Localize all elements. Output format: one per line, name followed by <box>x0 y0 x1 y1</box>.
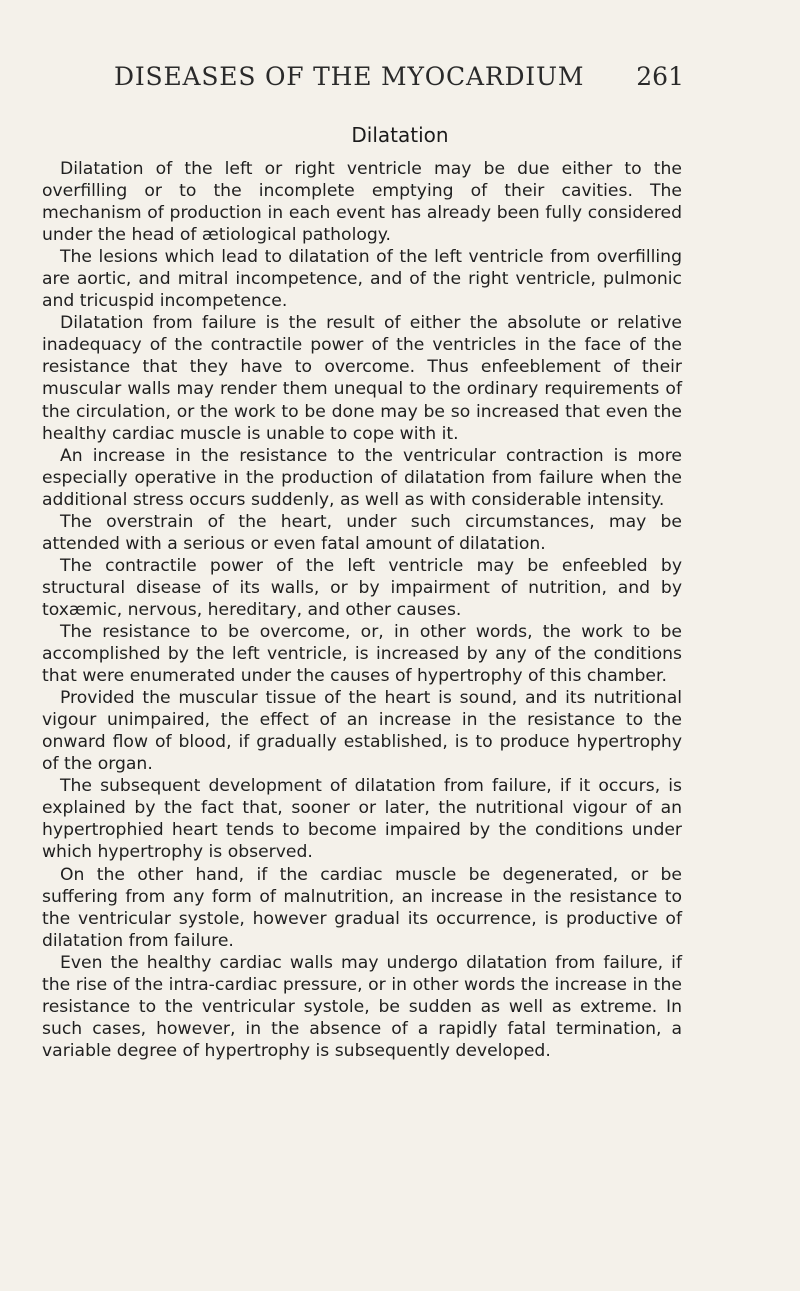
paragraph: The contractile power of the left ventricle may be enfeebled by structural disease of its walls, or by impairment of nutrition, and by toxæmic, nervous, hereditary, and other causes. <box>42 555 682 620</box>
paragraph: An increase in the resistance to the ventricular contraction is more especially operative in the production of dilatation from failure when the additional stress occurs suddenly, as well as with considerable intensity. <box>42 445 682 510</box>
paragraph: The resistance to be overcome, or, in other words, the work to be accomplished by the left ventricle, is increased by any of the conditions that were enumerated under the causes of hypertrophy of this chamber. <box>42 621 682 687</box>
running-head <box>108 62 684 102</box>
paragraph: The overstrain of the heart, under such circumstances, may be attended with a serious or even fatal amount of dilatation. <box>42 511 682 554</box>
section-heading: Dilatation <box>351 123 449 147</box>
paragraph: Dilatation of the left or right ventricle may be due either to the overfilling or to the incomplete emptying of their cavities. The mechanism of production in each event has already been fully considered under the head of ætiological pathology. <box>42 159 682 246</box>
paragraph: Dilatation from failure is the result of either the absolute or relative inadequacy of the contractile power of the ventricles in the face of the resistance that they have to overcome. Thus enfeeblement of their muscular walls may render them unequal to the ordinary requirements of the circulation, or the work to be done may be so increased that even the healthy cardiac muscle is unable to cope with it. <box>42 313 682 444</box>
paragraph: The subsequent development of dilatation from failure, if it occurs, is explained by the fact that, sooner or later, the nutritional vigour of an hypertrophied heart tends to become impaired by the conditions under which hypertrophy is observed. <box>42 776 682 863</box>
body-text <box>42 158 682 1062</box>
page-number: 261 <box>636 62 684 91</box>
paragraph: Even the healthy cardiac walls may undergo dilatation from failure, if the rise of the intra-cardiac pressure, or in other words the increase in the resistance to the ventricular systole, be sudden as well as extreme. In such cases, however, in the absence of a rapidly fatal termination, a variable degree of hypertrophy is subsequently developed. <box>42 952 682 1061</box>
running-title: DISEASES OF THE MYOCARDIUM <box>114 62 585 91</box>
paragraph: The lesions which lead to dilatation of the left ventricle from overfilling are aortic, and mitral incompetence, and of the right ventricle, pulmonic and tricuspid incompetence. <box>42 247 682 312</box>
paragraph: Provided the muscular tissue of the heart is sound, and its nutritional vigour unimpaired, the effect of an increase in the resistance to the onward flow of blood, if gradually established, is to produce hypertrophy of the organ. <box>42 688 682 775</box>
paragraph: On the other hand, if the cardiac muscle be degenerated, or be suffering from any form of malnutrition, an increase in the resistance to the ventricular systole, however gradual its occurrence, is productive of dilatation from failure. <box>42 864 682 951</box>
